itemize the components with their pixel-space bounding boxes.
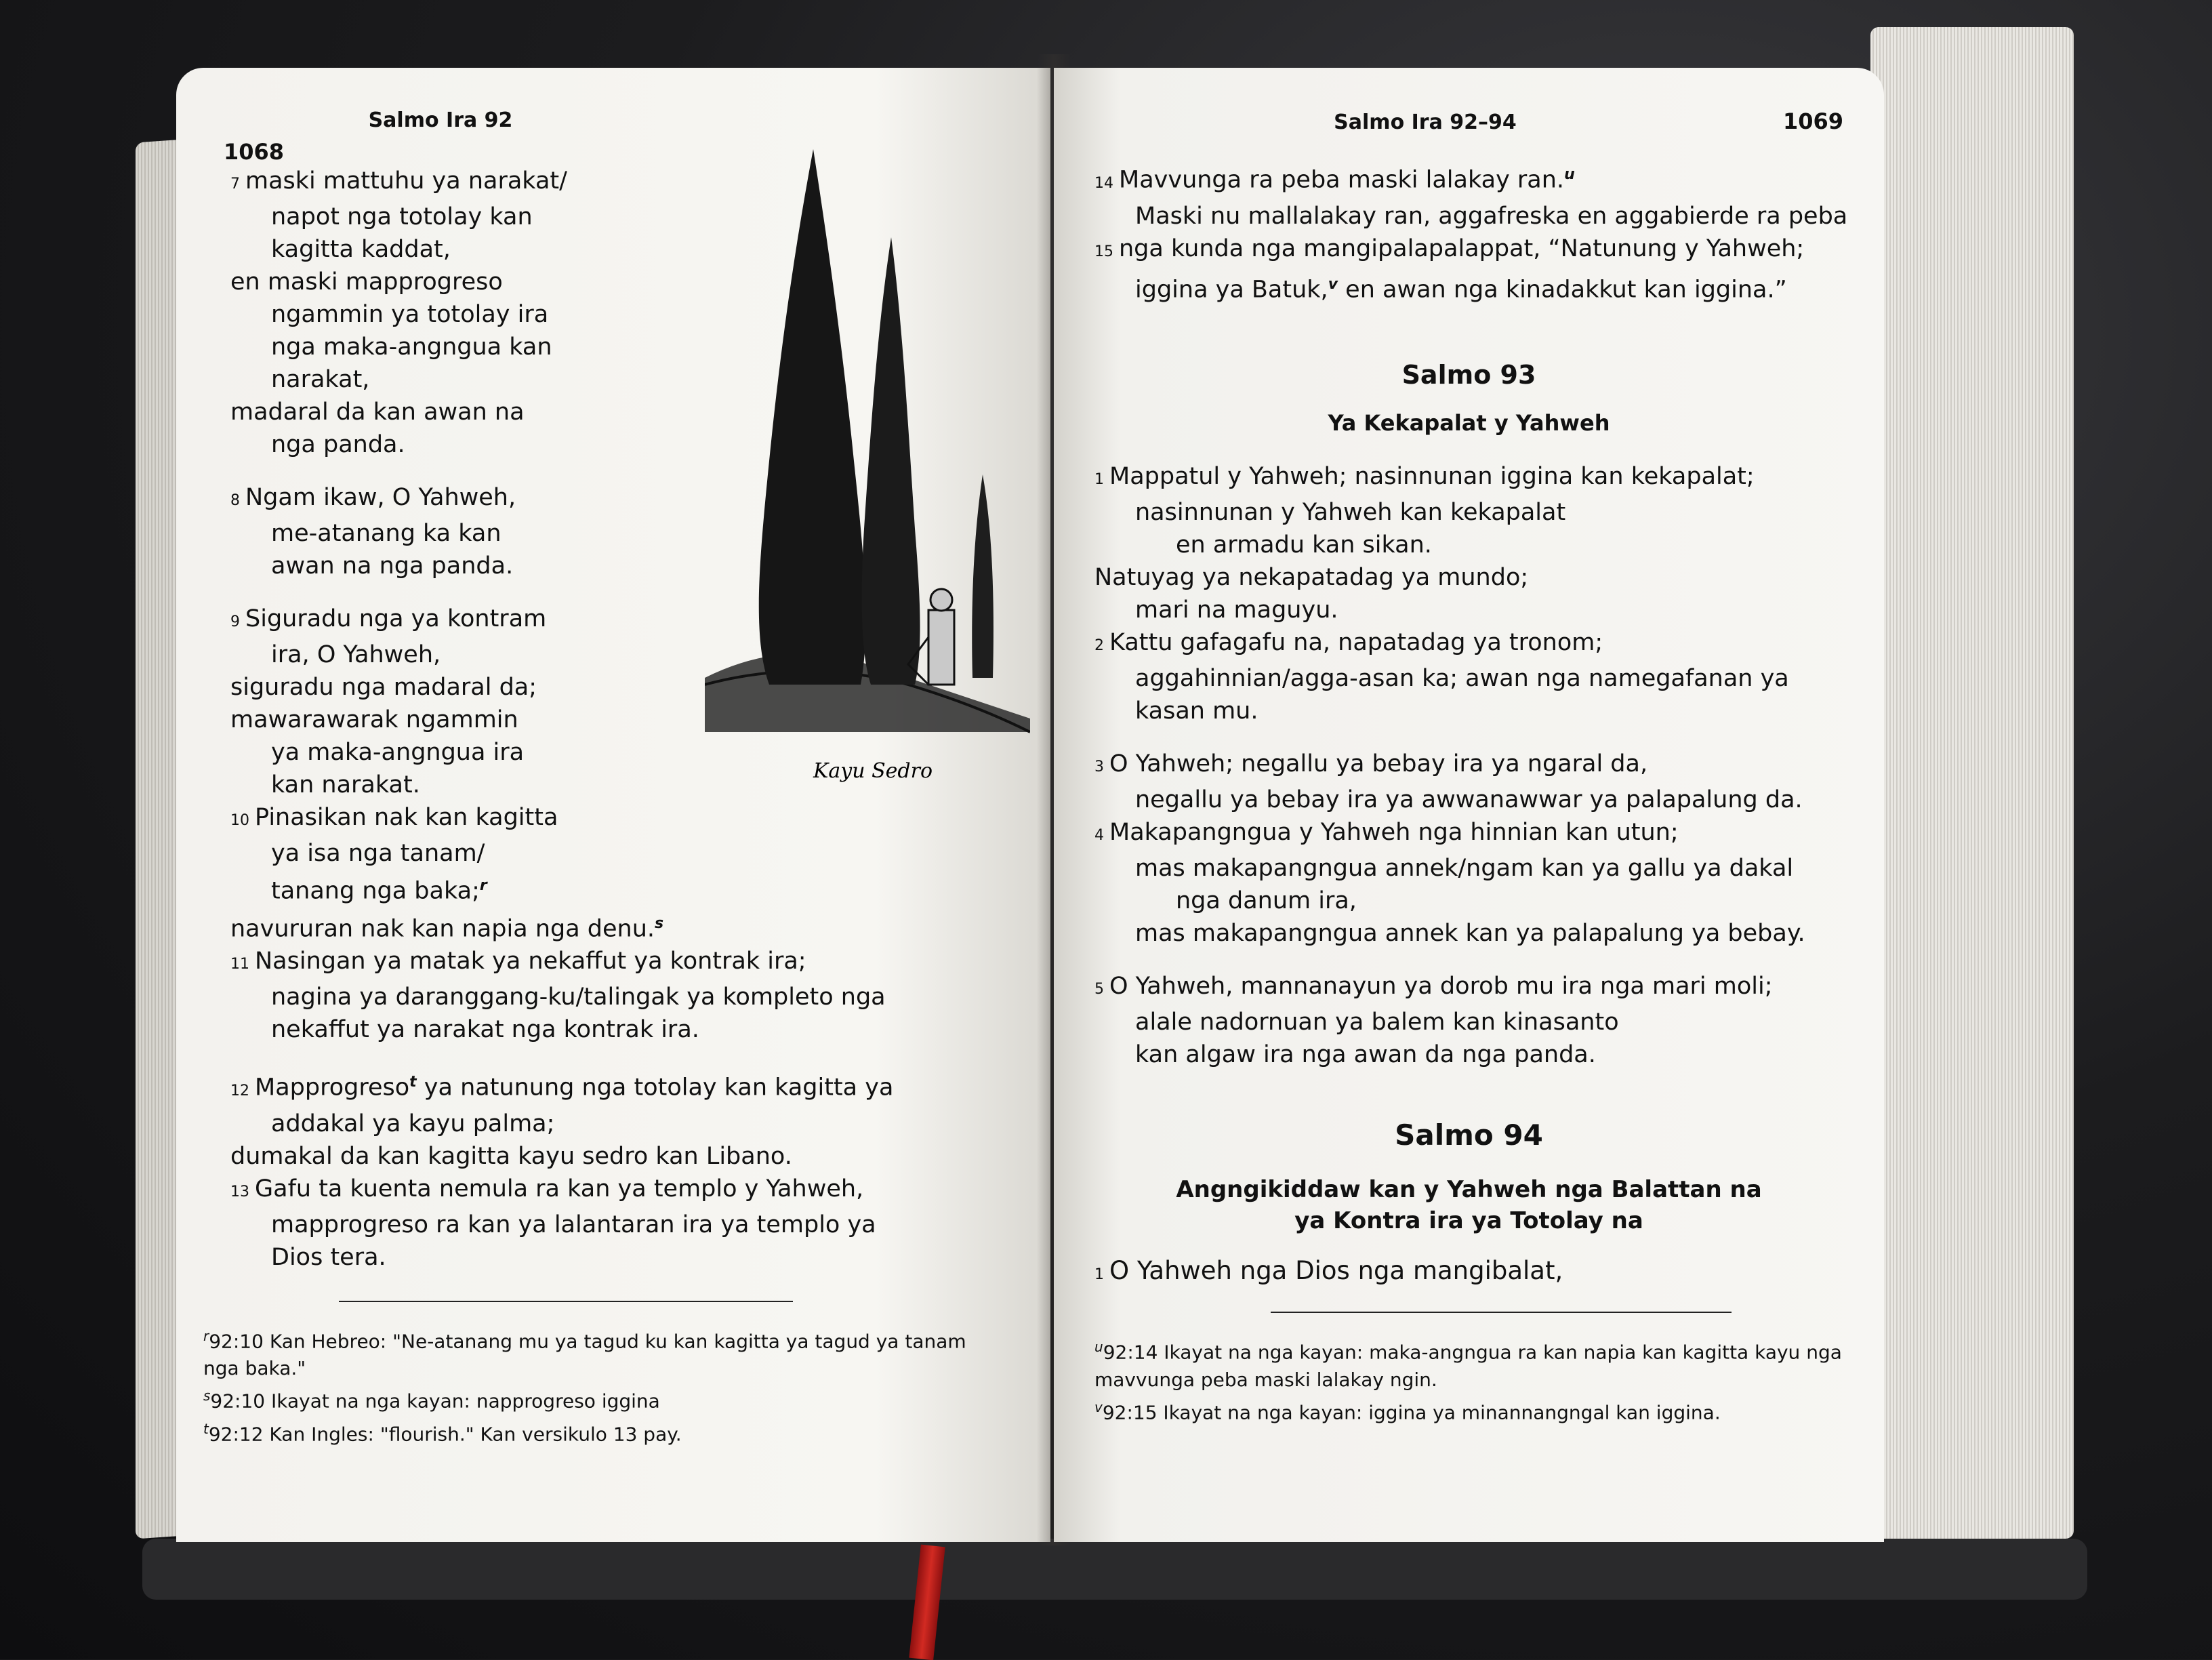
verse-text: siguradu nga madaral da; [230,674,537,701]
verse-text: O Yahweh nga Dios nga mangibalat, [1109,1256,1563,1286]
footnote-key: v [1094,1398,1103,1415]
verse-text: mawarawarak ngammin [230,706,518,733]
footnote-key: t [203,1420,209,1437]
verse-text: Makapangngua y Yahweh nga hinnian kan utun; [1109,819,1679,847]
verse-line [1094,496,1843,529]
verse-text: mapprogreso ra kan ya lalantaran ira ya templo ya [271,1211,876,1238]
verse-text: ya maka-angngua ira [271,739,525,766]
verse-line [1094,594,1843,626]
verse-text: dumakal da kan kagitta kayu sedro kan Libano. [230,1142,792,1170]
footnote-key: r [203,1327,209,1344]
left-page-number: 1068 [224,139,285,165]
verse-line [1094,529,1843,561]
page-block-edge-right [1870,27,2074,1539]
verse-text: narakat, [271,366,370,393]
footnote-marker[interactable]: v [1328,275,1338,293]
verse-line [230,981,1030,1013]
footnote-text: 92:12 Kan Ingles: "flourish." Kan versikulo 13 pay. [208,1422,682,1445]
verse-number: 7 [230,176,240,193]
verse-text: nga danum ira, [1176,887,1357,915]
verse-text: en awan nga kinadakkut kan iggina.” [1338,276,1787,304]
verse-number: 14 [1094,174,1113,192]
verse-text: en maski mapprogreso [230,268,503,296]
verse-line [230,945,1030,981]
psalm-93-verses [1094,460,1843,1071]
verse-line [1094,970,1843,1006]
stanza-gap [1094,950,1843,970]
book-cover [142,1539,2087,1600]
verse-line [1094,885,1843,917]
verse-text: awan na nga panda. [271,552,514,580]
verse-text: nga kunda nga mangipalapalappat, “Natunung y Yahweh; [1119,235,1805,262]
verse-line [1094,1006,1843,1038]
verse-text: Nasingan ya matak ya nekaffut ya kontrak ira; [255,948,806,975]
psalm-94-title: Salmo 94 [1395,1118,1543,1152]
verse-text: Mappatul y Yahweh; nasinnunan iggina kan kekapalat; [1109,463,1755,491]
verse-text: mas makapangngua annek/ngam kan ya gallu ya dakal [1135,855,1794,883]
verse-number: 9 [230,613,240,630]
footnote [203,1322,1003,1382]
verse-line [230,1209,1030,1241]
footnote-marker[interactable]: s [655,914,664,932]
verse-text: Mavvunga ra peba maski lalakay ran. [1119,166,1565,194]
verse-line [1094,816,1843,852]
right-page-number: 1069 [1782,108,1843,134]
verse-text: addakal ya kayu palma; [271,1110,555,1137]
verse-text: ira, O Yahweh, [271,641,441,668]
verse-text: Kattu gafagafu na, napatadag ya tronom; [1109,629,1603,657]
verse-text: madaral da kan awan na [230,399,525,426]
footnote-text: 92:10 Ikayat na nga kayan: napprogreso iggina [210,1390,660,1413]
verse-text: kagitta kaddat, [271,236,451,263]
right-top-verses [1094,159,1848,306]
verse-text: Ngam ikaw, O Yahweh, [245,484,516,511]
verse-text: Pinasikan nak kan kagitta [255,804,558,831]
verse-line [1094,626,1843,662]
verse-text: nasinnunan y Yahweh kan kekapalat [1135,499,1566,527]
verse-number: 3 [1094,758,1104,776]
right-running-head [1094,108,1843,134]
verse-line [230,801,1030,837]
verse-line [1094,1038,1843,1071]
kayu-sedro-illustration [705,122,1030,780]
verse-text: tanang nga baka; [271,877,480,905]
verse-line [230,870,1030,908]
illustration-caption: Kayu Sedro [813,759,933,783]
verse-text: nekaffut ya narakat nga kontrak ira. [271,1016,699,1044]
footnote-key: s [203,1388,211,1404]
verse-line [1094,460,1843,496]
verse-text: kan narakat. [271,771,420,798]
verse-number: 8 [230,492,240,509]
verse-text: ya isa nga tanam/ [271,840,485,867]
footnote [1094,1333,1853,1393]
verse-line [1094,852,1843,885]
verse-text: nga maka-angngua kan [271,333,552,361]
verse-text: ngammin ya totolay ira [271,301,549,328]
verse-line [230,1140,1030,1173]
footnote-marker[interactable]: u [1564,166,1575,183]
verse-line [1094,561,1843,594]
verse-text: Dios tera. [271,1243,386,1271]
verse-line [230,837,1030,870]
verse-line [1094,748,1843,784]
verse-number: 1 [1094,471,1104,489]
right-running-head-title: Salmo Ira 92–94 [1334,110,1517,134]
verse-text: nga panda. [271,431,405,458]
verse-line [230,1108,1030,1140]
verse-text: en armadu kan sikan. [1176,531,1432,559]
verse-text: nagina ya daranggang-ku/talingak ya kompleto nga [271,984,886,1011]
verse-text: aggahinnian/agga-asan ka; awan nga namegafanan ya [1135,665,1789,693]
footnote-marker[interactable]: r [479,877,487,894]
verse-text: Gafu ta kuenta nemula ra kan ya templo y Yahweh, [255,1175,864,1202]
verse-line [1094,917,1843,950]
verse-text: mari na maguyu. [1135,596,1338,624]
stanza-gap [230,1046,1030,1066]
verse-line [1094,268,1843,306]
verse-text: O Yahweh, mannanayun ya dorob mu ira nga mari moli; [1109,973,1773,1000]
verse-number: 4 [1094,827,1104,845]
verse-text: napot nga totolay kan [271,203,533,230]
right-footnote-rule [1271,1312,1732,1313]
verse-line [1094,695,1843,727]
footnote [203,1382,1003,1415]
verse-number: 2 [1094,637,1104,655]
footnote [203,1415,1003,1448]
verse-number: 15 [1094,243,1113,260]
verse-line [1094,200,1848,232]
psalm-93-subtitle: Ya Kekapalat y Yahweh [1328,410,1610,437]
verse-text: navururan nak kan napia nga denu. [230,915,655,943]
verse-line [1094,662,1843,695]
verse-number: 12 [230,1082,249,1099]
verse-text: negallu ya bebay ira ya awwanawwar ya palapalung da. [1135,786,1803,814]
verse-text: Maski nu mallalakay ran, aggafreska en aggabierde ra peba [1135,202,1848,230]
footnote-marker[interactable]: t [409,1074,417,1091]
verse-text: kasan mu. [1135,697,1258,725]
verse-number: 1 [1094,1266,1104,1284]
verse-text: kan algaw ira nga awan da nga panda. [1135,1041,1596,1069]
verse-line [1094,159,1843,200]
verse-line [1094,232,1843,268]
stanza-gap [1094,727,1843,748]
verse-text: O Yahweh; negallu ya bebay ira ya ngaral da, [1109,750,1648,778]
footnote-text: 92:14 Ikayat na nga kayan: maka-angngua ra kan napia kan kagitta kayu nga mavvunga peba maski lalakay ngin. [1094,1341,1842,1391]
verse-line [230,1066,1030,1108]
psalm-94-verse-1 [1094,1255,1843,1291]
verse-text: alale nadornuan ya balem kan kinasanto [1135,1009,1619,1036]
psalm-94-subtitle-line1: Angngikiddaw kan y Yahweh nga Balattan na [1176,1176,1762,1204]
verse-number: 11 [230,956,249,973]
right-footnotes [1094,1333,1853,1426]
left-footnotes [203,1322,1003,1448]
right-page [1054,68,1884,1542]
verse-line [230,908,1030,946]
psalm-93-title: Salmo 93 [1401,360,1536,390]
verse-number: 10 [230,812,249,829]
psalm-94-subtitle-line2: ya Kontra ira ya Totolay na [1294,1207,1643,1235]
verse-line [230,1241,1030,1274]
footnote-text: 92:15 Ikayat na nga kayan: iggina ya minannangngal kan iggina. [1102,1400,1721,1423]
left-footnote-rule [339,1301,793,1302]
verse-line [230,1013,1030,1046]
verse-number: 5 [1094,981,1104,998]
verse-line [230,1173,1030,1209]
verse-text: me-atanang ka kan [271,520,501,547]
left-running-head-title: Salmo Ira 92 [368,108,513,132]
verse-number: 13 [230,1183,249,1200]
verse-text: Natuyag ya nekapatadag ya mundo; [1094,564,1529,592]
verse-line [1094,784,1843,816]
verse-text: Siguradu nga ya kontram [245,605,547,632]
verse-text: ya natunung nga totolay kan kagitta ya [416,1074,894,1101]
footnote-text: 92:10 Kan Hebreo: "Ne-atanang mu ya tagud ku kan kagitta ya tagud ya tanam nga baka." [203,1330,966,1380]
verse-text: Mapprogreso [255,1074,410,1101]
verse-text: iggina ya Batuk, [1135,276,1328,304]
verse-text: maski mattuhu ya narakat/ [245,167,567,195]
footnote-key: u [1094,1339,1103,1356]
footnote [1094,1394,1853,1426]
verse-text: mas makapangngua annek kan ya palapalung ya bebay. [1135,920,1805,948]
